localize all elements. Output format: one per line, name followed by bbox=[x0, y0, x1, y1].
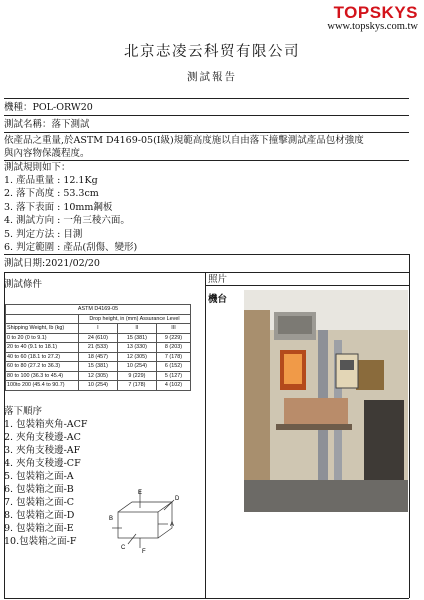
spec-item: 4. 測試方向 : 一角三稜六面。 bbox=[4, 215, 130, 227]
table-cell: 7 (178) bbox=[156, 352, 190, 362]
test-date: 測試日期:2021/02/20 bbox=[4, 258, 100, 269]
table-level-header: III bbox=[156, 324, 190, 334]
box-label-f: F bbox=[142, 549, 146, 554]
drop-sequence-item: 9. 包裝箱之面-E bbox=[4, 523, 74, 534]
table-cell: 21 (533) bbox=[78, 343, 117, 353]
astm-drop-height-table bbox=[5, 304, 191, 391]
table-cell: 12 (305) bbox=[78, 371, 117, 381]
photo-label: 照片 bbox=[208, 274, 228, 285]
divider bbox=[4, 254, 409, 255]
spec-item: 1. 產品重量 : 12.1Kg bbox=[4, 175, 98, 186]
spec-header: 測試規則如下： bbox=[4, 162, 71, 173]
box-faces-diagram-icon bbox=[108, 488, 188, 554]
box-label-a: A bbox=[170, 522, 175, 528]
spec-item: 2. 落下高度 : 53.3cm bbox=[4, 188, 99, 200]
frame-middle bbox=[205, 272, 206, 598]
spec-item: 3. 落下表面 : 10mm鋼板 bbox=[4, 201, 113, 213]
box-label-e: E bbox=[138, 490, 143, 496]
conditions-label: 測試條件 bbox=[4, 279, 43, 290]
table-weight-cell: 80 to 100 (36.3 to 45.4) bbox=[6, 371, 79, 381]
divider bbox=[4, 115, 409, 116]
table-row bbox=[6, 371, 191, 381]
table-subheader-row bbox=[6, 314, 191, 324]
table-cell: 12 (305) bbox=[117, 352, 156, 362]
divider bbox=[4, 132, 409, 133]
table-weight-cell: 100to 200 (45.4 to 90.7) bbox=[6, 381, 79, 391]
description-line-1: 依產品之重量,於ASTM D4169-05(I級)規範高度施以自由落下撞擊測試產品包材強度 bbox=[4, 135, 364, 146]
table-row bbox=[6, 343, 191, 353]
box-label-c: C bbox=[121, 545, 126, 551]
table-cell: 15 (381) bbox=[117, 333, 156, 343]
table-weight-cell: 60 to 80 (27.2 to 36.3) bbox=[6, 362, 79, 372]
test-name-line: 測試名稱：落下測試 bbox=[4, 119, 90, 130]
table-cell bbox=[6, 314, 79, 324]
table-cell: 13 (330) bbox=[117, 343, 156, 353]
table-title: ASTM D4169-05 bbox=[6, 305, 191, 315]
table-level-header: II bbox=[117, 324, 156, 334]
photo-caption: 機台 bbox=[208, 294, 228, 305]
table-cell: 9 (229) bbox=[117, 371, 156, 381]
table-row bbox=[6, 352, 191, 362]
drop-test-machine-photo bbox=[244, 290, 408, 512]
drop-sequence-label: 落下順序 bbox=[4, 406, 43, 417]
description-line-2: 與內容物保護程度。 bbox=[4, 148, 90, 159]
drop-sequence-item: 3. 夾角支稜邊-AF bbox=[4, 445, 81, 456]
table-level-header: I bbox=[78, 324, 117, 334]
table-cell: 4 (102) bbox=[156, 381, 190, 391]
drop-sequence-item: 6. 包裝箱之面-B bbox=[4, 484, 74, 495]
box-label-b: B bbox=[109, 516, 114, 522]
table-cell: 8 (203) bbox=[156, 343, 190, 353]
drop-sequence-item: 2. 夾角支稜邊-AC bbox=[4, 432, 81, 443]
company-name: 北京志凌云科贸有限公司 bbox=[124, 44, 300, 60]
table-cell: 18 (457) bbox=[78, 352, 117, 362]
spec-list bbox=[4, 174, 409, 254]
table-cell: 5 (127) bbox=[156, 371, 190, 381]
spec-item: 5. 判定方法 : 目測 bbox=[4, 228, 83, 240]
table-cell: 6 (152) bbox=[156, 362, 190, 372]
drop-sequence-item: 4. 夾角支稜邊-CF bbox=[4, 458, 81, 469]
table-row bbox=[6, 362, 191, 372]
table-cell: 9 (229) bbox=[156, 333, 190, 343]
table-cell: 10 (254) bbox=[117, 362, 156, 372]
table-header-row bbox=[6, 324, 191, 334]
table-cell: 7 (178) bbox=[117, 381, 156, 391]
box-label-d: D bbox=[175, 496, 180, 502]
frame-right bbox=[409, 254, 410, 598]
drop-sequence bbox=[4, 405, 88, 548]
brand-logo bbox=[327, 4, 418, 33]
machine-photo-illustration bbox=[244, 290, 408, 512]
brand-name: TOPSKYS bbox=[333, 3, 418, 22]
drop-sequence-item: 5. 包裝箱之面-A bbox=[4, 471, 74, 482]
report-title: 测試報告 bbox=[187, 71, 237, 83]
table-weight-cell: 0 to 20 (0 to 9.1) bbox=[6, 333, 79, 343]
drop-sequence-item: 1. 包裝箱夾角-ACF bbox=[4, 419, 88, 430]
table-row bbox=[6, 381, 191, 391]
table-weight-cell: 40 to 60 (18.1 to 27.2) bbox=[6, 352, 79, 362]
table-subheader: Drop height, in (mm) Assurance Level bbox=[78, 314, 190, 324]
table-cell: 24 (610) bbox=[78, 333, 117, 343]
table-cell: 15 (381) bbox=[78, 362, 117, 372]
divider bbox=[4, 98, 409, 99]
table-title-row bbox=[6, 305, 191, 315]
drop-sequence-item: 8. 包裝箱之面-D bbox=[4, 510, 75, 521]
frame-bottom bbox=[4, 598, 409, 599]
table-column-header: Shipping Weight, lb (kg) bbox=[6, 324, 79, 334]
drop-sequence-item: 7. 包裝箱之面-C bbox=[4, 497, 75, 508]
brand-url: www.topskys.com.tw bbox=[327, 21, 418, 32]
table-row bbox=[6, 333, 191, 343]
table-cell: 10 (254) bbox=[78, 381, 117, 391]
model-line: 機種：POL-ORW20 bbox=[4, 102, 93, 113]
drop-sequence-item: 10.包裝箱之面-F bbox=[4, 536, 77, 547]
spec-item: 6. 判定範圍 : 產品(刮傷、變形) bbox=[4, 242, 138, 254]
table-weight-cell: 20 to 40 (9.1 to 18.1) bbox=[6, 343, 79, 353]
